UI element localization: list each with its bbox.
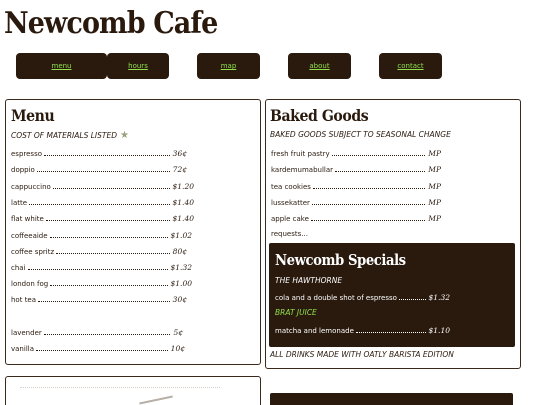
leader-dots (29, 204, 169, 205)
leader-dots (28, 269, 168, 270)
item-name: lavender (11, 329, 42, 337)
special-price: $1.10 (428, 326, 450, 335)
leader-dots (53, 188, 170, 189)
baked-goods-title: Baked Goods (270, 106, 369, 125)
menu-panel (5, 99, 261, 365)
star-icon: ★ (119, 130, 129, 141)
baked-item (271, 163, 441, 174)
item-price: $1.20 (172, 182, 194, 191)
requests-link[interactable]: requests... (271, 230, 308, 238)
special-desc: matcha and lemonade (275, 327, 354, 335)
leader-dots (56, 253, 170, 254)
faint-divider (20, 387, 220, 388)
special-price: $1.32 (428, 293, 450, 302)
nav-map-button[interactable]: map (197, 53, 260, 79)
leader-dots (332, 155, 426, 156)
item-price: $1.40 (172, 214, 194, 223)
menu-note (11, 130, 129, 141)
item-price: MP (428, 214, 441, 223)
item-name: lussekatter (271, 199, 310, 207)
specials-box (269, 243, 515, 347)
nav-hours-button[interactable]: hours (107, 53, 169, 79)
special-item (275, 291, 450, 302)
special-name: THE HAWTHORNE (275, 276, 343, 285)
menu-item (11, 196, 194, 207)
item-name: vanilla (11, 345, 34, 353)
leader-dots (44, 155, 170, 156)
menu-item (11, 277, 192, 288)
item-name: cappuccino (11, 183, 51, 191)
item-price: 36¢ (172, 149, 187, 158)
item-name: coffee spritz (11, 248, 55, 256)
item-price: 72¢ (172, 165, 187, 174)
bottom-left-panel (5, 376, 261, 405)
drinks-footnote: ALL DRINKS MADE WITH OATLY BARISTA EDITION (270, 350, 454, 359)
menu-item (11, 326, 183, 337)
leader-dots (38, 301, 170, 302)
leader-dots (356, 332, 426, 333)
leader-dots (312, 204, 425, 205)
menu-item (11, 229, 192, 240)
item-name: flat white (11, 215, 44, 223)
item-name: coffeeaide (11, 232, 48, 240)
menu-item (11, 212, 194, 223)
baked-item (271, 196, 441, 207)
menu-item (11, 342, 185, 353)
menu-item (11, 245, 187, 256)
item-name: london fog (11, 280, 49, 288)
nav-contact-button[interactable]: contact (379, 53, 442, 79)
baked-goods-note: BAKED GOODS SUBJECT TO SEASONAL CHANGE (270, 130, 451, 139)
item-price: MP (428, 198, 441, 207)
item-price: $1.02 (170, 231, 192, 240)
item-name: hot tea (11, 296, 37, 304)
item-price: 30¢ (172, 295, 187, 304)
baked-item (271, 180, 441, 191)
baked-item (271, 212, 441, 223)
menu-item (11, 163, 187, 174)
nav-about-button[interactable]: about (288, 53, 351, 79)
item-price: $1.40 (172, 198, 194, 207)
special-item (275, 324, 450, 335)
leader-dots (50, 285, 167, 286)
baked-item (271, 147, 441, 158)
menu-item (11, 180, 194, 191)
special-name: BRAT JUICE (275, 308, 317, 317)
item-price: $1.32 (170, 263, 192, 272)
item-price: MP (428, 165, 441, 174)
item-price: $1.00 (170, 279, 192, 288)
leader-dots (311, 220, 425, 221)
item-name: doppio (11, 166, 35, 174)
sketch-mark (139, 395, 173, 404)
item-price: 10¢ (170, 344, 185, 353)
leader-dots (37, 171, 170, 172)
item-name: espresso (11, 150, 43, 158)
nav-menu-button[interactable]: menu (16, 53, 107, 79)
baked-goods-panel (265, 99, 521, 369)
item-name: latte (11, 199, 28, 207)
item-name: tea cookies (271, 183, 311, 191)
item-price: MP (428, 149, 441, 158)
menu-note-text: COST OF MATERIALS LISTED (11, 131, 117, 140)
leader-dots (44, 334, 171, 335)
leader-dots (50, 237, 168, 238)
item-price: 80¢ (172, 247, 187, 256)
item-price: 5¢ (173, 328, 183, 337)
leader-dots (399, 299, 426, 300)
special-desc: cola and a double shot of espresso (275, 294, 397, 302)
item-name: kardemumabullar (271, 166, 334, 174)
specials-title: Newcomb Specials (275, 251, 406, 269)
menu-title: Menu (11, 106, 55, 125)
leader-dots (335, 171, 425, 172)
menu-item (11, 261, 192, 272)
leader-dots (36, 350, 168, 351)
item-name: apple cake (271, 215, 309, 223)
leader-dots (313, 188, 425, 189)
bottom-right-dark-panel (270, 393, 513, 405)
site-title: Newcomb Cafe (4, 6, 218, 41)
item-name: fresh fruit pastry (271, 150, 330, 158)
menu-item (11, 147, 187, 158)
item-name: chai (11, 264, 26, 272)
item-price: MP (428, 182, 441, 191)
leader-dots (46, 220, 170, 221)
menu-item (11, 293, 187, 304)
